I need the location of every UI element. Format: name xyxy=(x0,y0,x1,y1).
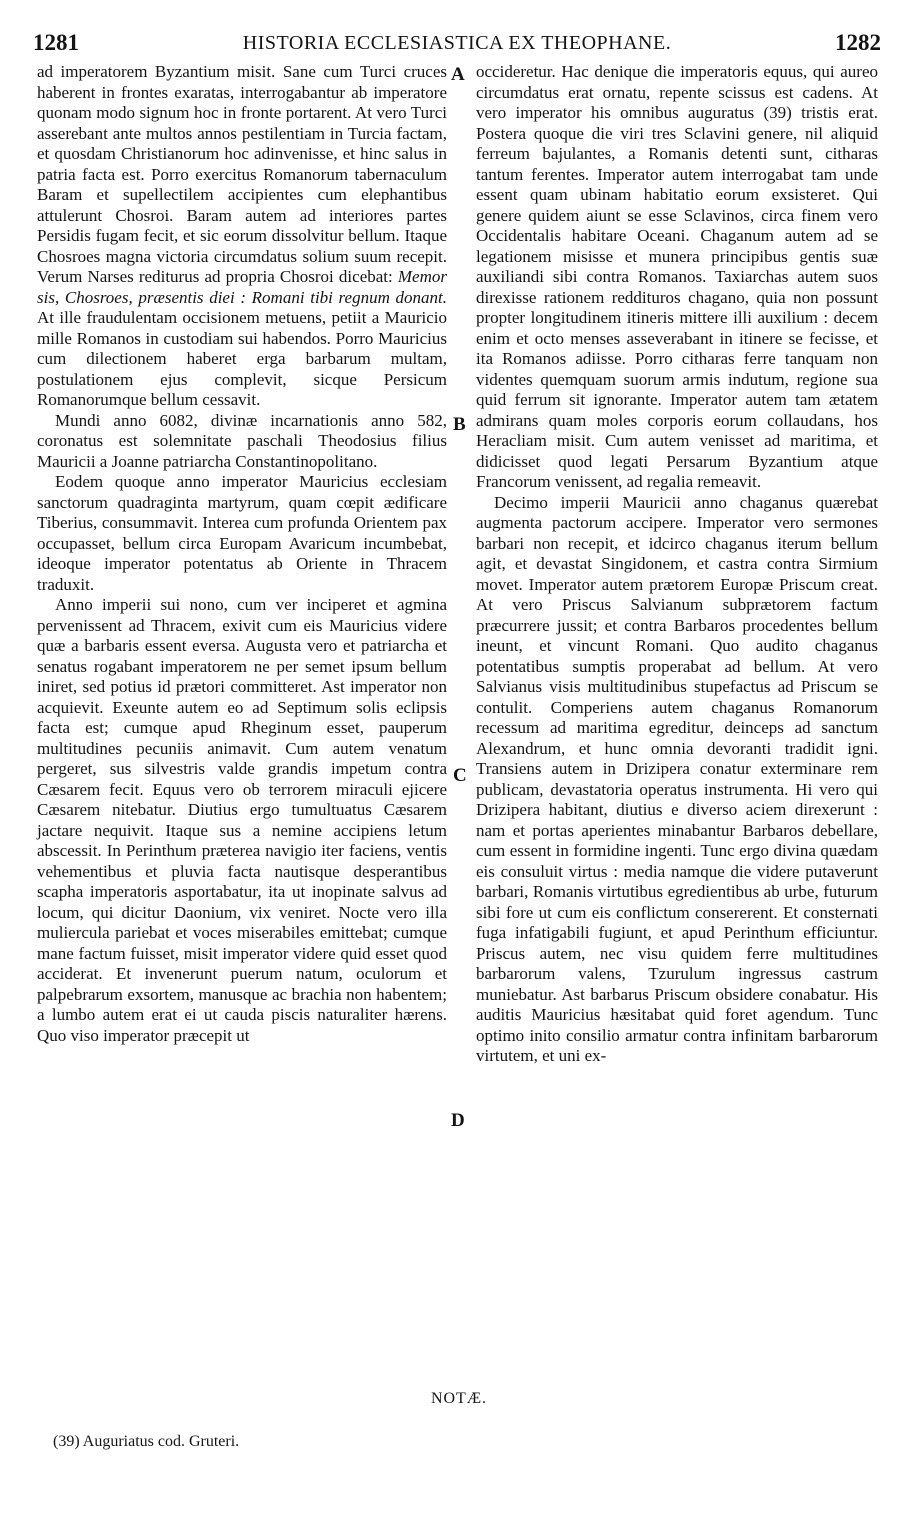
italic-quote: Memor sis, Chosroes, præsentis diei : Romani tibi regnum donant. xyxy=(37,267,447,307)
paragraph: occideretur. Hac denique die imperatoris equus, qui aureo circumdatus erat ornatu, repente scissus est cadens. At vero imperator his omnibus auguratus (39) tristis erat. Postera quoque die viri tres Sclavini genere, nil aliquid ferreum bajulantes, a Romanis detenti sunt, citharas tantum ferentes. Imperator autem interrogabat tam unde essent quam ubinam habitatio eorum exsisteret. Qui genere quidem aiunt se esse Sclavinos, circa finem vero Occidentalis habitare Oceani. Chaganum autem ad se legationem misisse et munera principibus gentis suæ auxiliandi sibi contra Romanos. Taxiarchas autem suos direxisse rationem reddituros chagano, quia non possunt propter longitudinem itineris mittere illi auxilium : decem enim et octo menses asseverabant in itinere se fecisse, et ita Romanos adiisse. Porro citharas ferre tanquam non videntes quemquam suorum armis indutum, regione sua quid ferrum sit ignorante. Imperator autem tam ætatem admirans quam moles corporis eorum collaudans, hos Heracliam misit. Cum autem venisset ad maritima, et didicisset quod legati Persarum Byzantium atque Francorum venissent, ad regalia remeavit. xyxy=(476,62,878,491)
paragraph: Mundi anno 6082, divinæ incarnationis anno 582, coronatus est solemnitate paschali Theodosius filius Mauricii a Joanne patriarcha Constantinopolitano. xyxy=(37,410,447,471)
paragraph: Decimo imperii Mauricii anno chaganus quærebat augmenta pactorum accipere. Imperator vero sermones barbari non recepit, et idcirco chaganus iterum bellum agit, et devastat Singidonem, et castra contra Sirmium movet. Imperator autem prætorem Europæ Priscum creat. At vero Priscus Salvianum subprætorem factum præcurrere jussit; et contra Barbaros procedentes bellum ineunt, et vincunt Romani. Quo audito chaganus potentatibus sumptis properabat ad bellum. At vero Salvianus visis multitudinibus stupefactus ad Priscum se contulit. Comperiens autem chaganus Romanorum recessum ad maritima egreditur, deinceps ad sanctum Alexandrum, et hunc omnia devoranti tradidit igni. Transiens autem in Drizipera conatur exterminare rem publicam, devastatoria operatus instrumenta. Hi vero qui Drizipera habitant, diutius e diverso aciem direxerunt : nam et portas aperientes minabantur Barbaros debellare, cum essent in formidine ingenti. Tunc ergo divina quædam eis consuluit virtus : media namque die videre putaverunt barbari, Romanis virtutibus egredientibus ab urbe, futurum sibi fore ut cum eis conflictum consererent. Et consternati fuga infatigabili fugiunt, et apud Perinthum efficiuntur. Priscus autem, nec visu quidem ferre multitudines barbarorum valens, Tzurulum ingressus castrum muniebatur. Ast barbarus Priscum obsidere conabatur. His auditis Mauricius hæsitabat quid foret agendum. Tunc optimo inito consilio armatur contra infinitam barbarorum virtutem, et uni ex- xyxy=(476,492,878,1065)
margin-letter-c: C xyxy=(453,765,467,786)
page-header xyxy=(33,30,881,60)
page-number-right: 1282 xyxy=(835,30,881,55)
margin-letter-b: B xyxy=(453,414,466,435)
margin-letter-a: A xyxy=(451,64,465,85)
text-segment: At ille fraudulentam occisionem metuens, petiit a Mauricio mille Romanos in custodiam sui habendos. Porro Mauricius cum dilectionem haberet erga barbarum multam, postulationem ejus complevit, sicque Persicum Romanorumque bellum cessavit. xyxy=(37,308,447,409)
paragraph: Eodem quoque anno imperator Mauricius ecclesiam sanctorum quadraginta martyrum, quam cœpit ædificare Tiberius, consummavit. Interea cum profunda Orientem pax occupasset, bellum circa Europam Avaricum incumbebat, ideoque imperator potentatus ab Oriente in Thracem traduxit. xyxy=(37,472,447,594)
right-column xyxy=(476,62,878,1067)
paragraph: Anno imperii sui nono, cum ver inciperet et agmina pervenissent ad Thracem, exivit cum eis Mauricius videre quæ a barbaris essent eversa. Augusta vero et patriarcha et senatus rogabant imperatorem ne per semet ipsum bellum iniret, sed potius id prætori committeret. Ast imperator non acquievit. Exeunte autem eo ad Septimum solis eclipsis facta est; cumque apud Rheginum esset, pauperum multitudines pecuniis animavit. Cum autem venatum pergeret, sus silvestris valde grandis impetum contra Cæsarem fecit. Equus vero ob terrorem miraculi ejicere Cæsarem nitebatur. Diutius ergo tumultuatus Cæsarem jactare nequivit. Itaque sus a nemine accipiens letum abscessit. In Perinthum præterea navigio iter faciens, ventis vehementibus et pluvia facta nautisque desperantibus scapha imperatoris asportabatur, ita ut inopinate salvus ad locum, qui dicitur Daonium, vix veniret. Nocte vero illa muliercula pariebat et voces miserabiles emittebat; cumque mane factum fuisset, misit imperator videre quid esset quod acciderat. Et invenerunt puerum natum, oculorum et palpebrarum exsortem, manusque ac brachia non habentem; a lumbo autem erat ei ut cauda piscis naturaliter hærens. Quo viso imperator præcepit ut xyxy=(37,595,447,1045)
running-title: HISTORIA ECCLESIASTICA EX THEOPHANE. xyxy=(242,32,672,54)
paragraph xyxy=(37,62,447,411)
text-segment: ad imperatorem Byzantium misit. Sane cum Turci cruces haberent in frontes exaratas, interrogabantur ab imperatore quonam modo signum hoc in fronte portarent. At vero Turci asserebant ante multos annos pestilentiam in Turcia factam, et quosdam Christianorum hoc adinvenisse, et hinc salus in patria facta est. Porro exercitus Romanorum tabernaculum Baram et supellectilem accipientes cum elephantibus attulerunt Chosroi. Baram autem ad interiores partes Persidis fugam fecit, et sic eorum dissolvitur bellum. Itaque Chosroes magna victoria circumdatus solium suum recepit. Verum Narses rediturus ad propria Chosroi dicebat: xyxy=(37,62,447,286)
footnote: (39) Auguriatus cod. Gruteri. xyxy=(53,1433,240,1450)
notes-heading: NOTÆ. xyxy=(430,1390,488,1407)
left-column xyxy=(37,62,447,1046)
page-number-left: 1281 xyxy=(33,30,79,55)
margin-letter-d: D xyxy=(451,1110,465,1131)
